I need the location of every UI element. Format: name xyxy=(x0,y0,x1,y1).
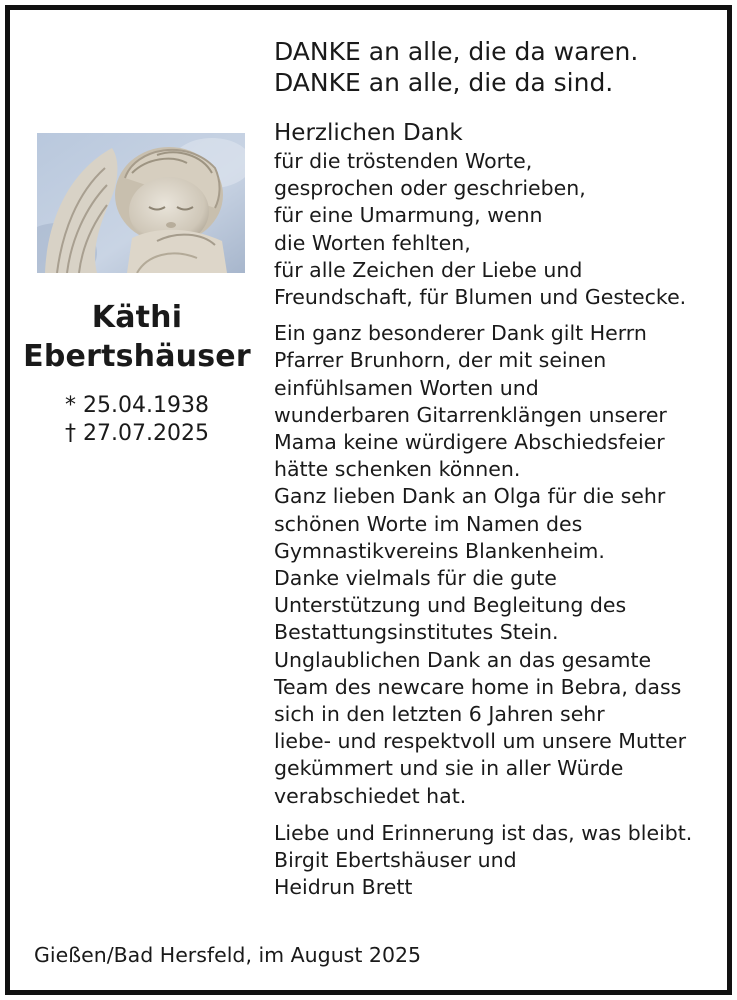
closing-line: Liebe und Erinnerung ist das, was bleibt. xyxy=(274,820,693,845)
body-line: schönen Worte im Namen des xyxy=(274,511,583,536)
body-line: gekümmert und sie in aller Würde xyxy=(274,756,624,781)
last-name: Ebertshäuser xyxy=(23,339,251,374)
angel-photo xyxy=(37,133,245,273)
place-date-footer: Gießen/Bad Hersfeld, im August 2025 xyxy=(34,943,422,967)
body-line: hätte schenken können. xyxy=(274,457,521,482)
headline-line-1: DANKE an alle, die da waren. xyxy=(274,37,639,66)
death-date: † 27.07.2025 xyxy=(65,421,209,446)
thanks-heading: Herzlichen Dank xyxy=(274,120,463,146)
body-line: Team des newcare home in Bebra, dass xyxy=(274,674,682,699)
body-line: Bestattungsinstitutes Stein. xyxy=(274,620,559,645)
deceased-name xyxy=(22,298,252,376)
body-line: Unterstützung und Begleitung des xyxy=(274,593,627,618)
body-line: Pfarrer Brunhorn, der mit seinen xyxy=(274,348,607,373)
body-line: Mama keine würdigere Abschiedsfeier xyxy=(274,430,665,455)
body-line: Ganz lieben Dank an Olga für die sehr xyxy=(274,484,666,509)
body-line: Unglaublichen Dank an das gesamte xyxy=(274,647,652,672)
signature-line: Birgit Ebertshäuser und xyxy=(274,848,517,873)
headline-line-2: DANKE an alle, die da sind. xyxy=(274,68,614,97)
body-line: einfühlsamen Worten und xyxy=(274,375,539,400)
body-line: verabschiedet hat. xyxy=(274,783,467,808)
body-line: Gymnastikvereins Blankenheim. xyxy=(274,538,605,563)
body-line: liebe- und respektvoll um unsere Mutter xyxy=(274,729,687,754)
life-dates xyxy=(22,392,252,448)
body-line: Danke vielmals für die gute xyxy=(274,566,557,591)
thanks-text xyxy=(274,36,719,901)
birth-date: * 25.04.1938 xyxy=(65,393,209,418)
body-line: sich in den letzten 6 Jahren sehr xyxy=(274,702,605,727)
stanza-line: gesprochen oder geschrieben, xyxy=(274,176,586,201)
signature-line: Heidrun Brett xyxy=(274,875,413,900)
body-line: Ein ganz besonderer Dank gilt Herrn xyxy=(274,321,647,346)
stanza-line: für alle Zeichen der Liebe und xyxy=(274,257,583,282)
stanza-line: die Worten fehlten, xyxy=(274,230,471,255)
body-line: wunderbaren Gitarrenklängen unserer xyxy=(274,402,667,427)
first-name: Käthi xyxy=(91,300,183,335)
stanza-line: Freundschaft, für Blumen und Gestecke. xyxy=(274,285,687,310)
stanza-line: für eine Umarmung, wenn xyxy=(274,203,543,228)
stanza-line: für die tröstenden Worte, xyxy=(274,149,533,173)
